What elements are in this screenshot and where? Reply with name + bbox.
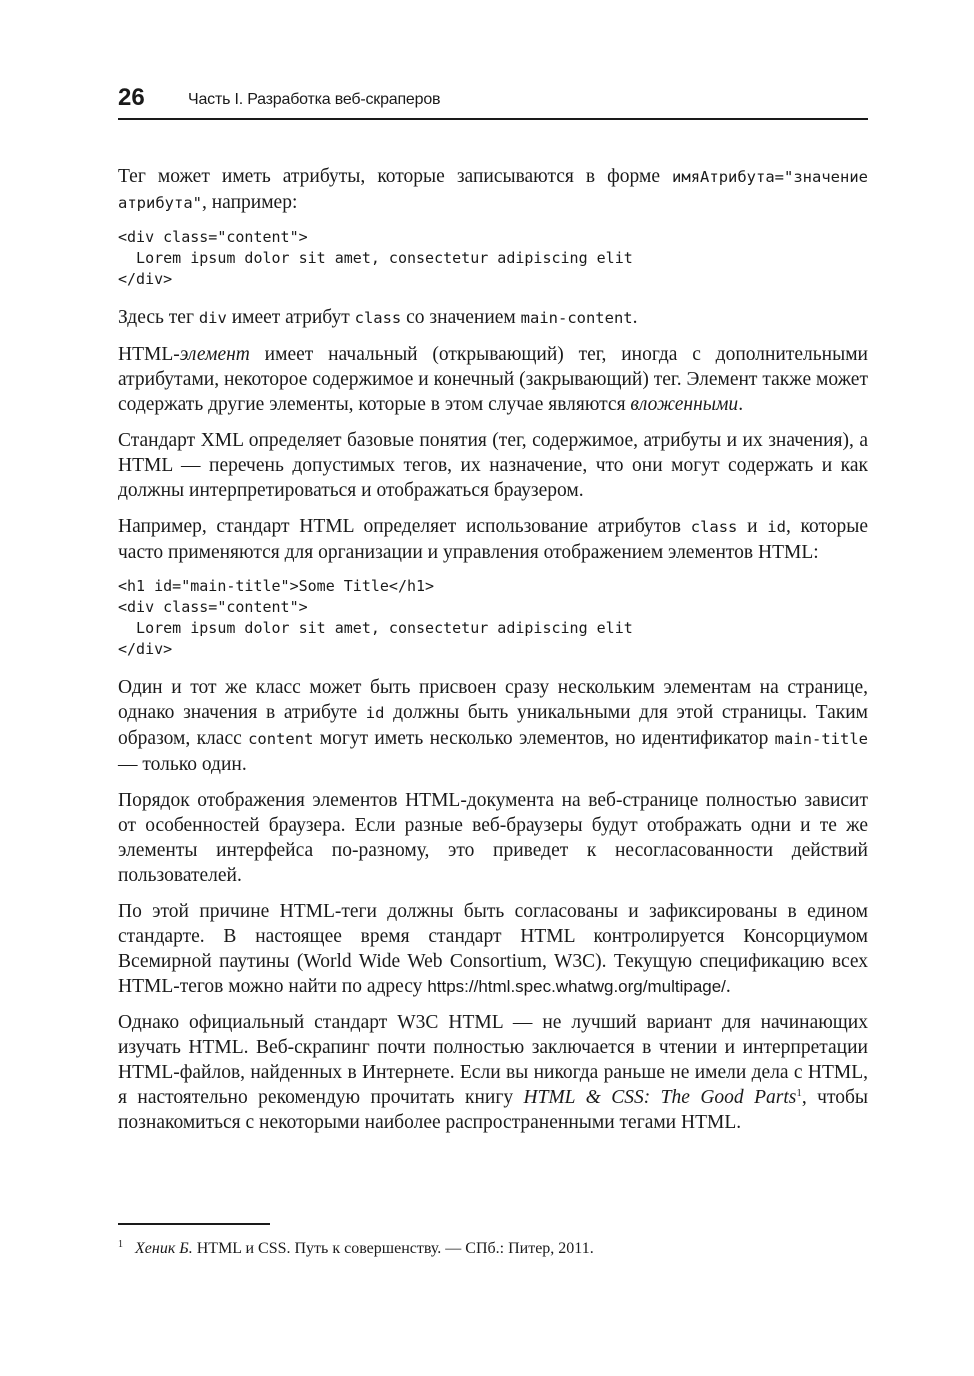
paragraph-unique-id	[118, 675, 868, 777]
code-block-1	[118, 227, 868, 290]
inline-code: main-title	[774, 730, 868, 748]
spec-url-link[interactable]: https://html.spec.whatwg.org/multipage/	[427, 977, 726, 996]
text-run: должны быть уникальными для этой страницы. Таким образом, класс	[118, 702, 868, 749]
inline-code: имяАтрибута="значение атрибута"	[118, 168, 868, 212]
text-run: Например, стандарт HTML определяет использование атрибутов	[118, 516, 691, 537]
paragraph-div-class	[118, 305, 868, 331]
emphasis: элемент	[179, 344, 250, 365]
code-line: <h1 id="main-title">Some Title</h1>	[118, 577, 435, 595]
book-title: HTML & CSS: The Good Parts	[523, 1087, 797, 1108]
running-head: Часть I. Разработка веб-скраперов	[188, 91, 441, 108]
footnote-reference[interactable]: 1	[796, 1087, 802, 1099]
code-line: <div class="content">	[118, 598, 308, 616]
text-run: Один и тот же класс может быть присвоен сразу нескольким элементам на странице, однако значения в атрибуте	[118, 677, 868, 723]
text-run: .	[725, 976, 731, 997]
paragraph-xml-standard: Стандарт XML определяет базовые понятия (тег, содержимое, атрибуты и их значения), а HTML — перечень допустимых тегов, их назначение, что они могут содержать и как должны интерпретироваться и отображаться браузером.	[118, 430, 868, 501]
text-run: .	[632, 307, 638, 328]
inline-code: id	[767, 518, 786, 536]
paragraph-class-id	[118, 514, 868, 565]
paragraph-browser-rendering: Порядок отображения элементов HTML-документа на веб-странице полностью зависит от особенностей браузера. Если разные веб-браузеры будут отображать одни и те же элементы интерфейса по-разному, это приведет к несогласованности действий пользователей.	[118, 790, 868, 886]
text-run: и	[737, 516, 768, 537]
paragraph-attributes-intro	[118, 164, 868, 216]
code-line: <div class="content">	[118, 228, 308, 246]
text-run: Однако официальный стандарт W3C HTML — не лучший вариант для начинающих изучать HTML. Веб-скрапинг почти полностью заключается в чтении и интерпретации HTML-файлов, найденных в Интернете. Если вы никогда раньше не имели дела с HTML, я настоятельно рекомендую прочитать книгу	[118, 1012, 868, 1108]
paragraph-book-recommendation	[118, 1010, 868, 1135]
text-run: со значением	[401, 307, 521, 328]
paragraph-w3c-standard	[118, 899, 868, 999]
code-line: </div>	[118, 270, 173, 288]
footnote-divider	[118, 1223, 270, 1225]
page-number: 26	[118, 84, 145, 111]
inline-code: id	[365, 704, 385, 722]
inline-code: class	[354, 309, 402, 327]
code-line: Lorem ipsum dolor sit amet, consectetur adipiscing elit	[118, 249, 633, 267]
emphasis: вложенными	[630, 394, 739, 415]
code-line: Lorem ipsum dolor sit amet, consectetur adipiscing elit	[118, 619, 633, 637]
text-run: Здесь тег	[118, 307, 199, 328]
code-block-2	[118, 576, 868, 660]
code-line: </div>	[118, 640, 173, 658]
footnote-mark: 1	[118, 1239, 123, 1250]
text-run: — только один.	[118, 754, 247, 775]
page-body	[118, 164, 868, 1146]
inline-code: content	[248, 730, 314, 748]
text-run: .	[738, 394, 744, 415]
text-run: , которые часто применяются для организации и управления отображением элементов HTML:	[118, 516, 869, 563]
text-run: имеет атрибут	[226, 307, 355, 328]
inline-code: class	[690, 518, 738, 536]
page-header	[118, 84, 868, 120]
text-run: , например:	[202, 192, 298, 213]
text-run: , чтобы познакомиться с некоторыми наиболее распространенными тегами HTML.	[118, 1087, 869, 1133]
inline-code: main-content	[520, 309, 633, 327]
footnote-text: HTML и CSS. Путь к совершенству. — СПб.: Питер, 2011.	[192, 1240, 594, 1257]
text-run: HTML-	[118, 344, 180, 365]
footnote	[118, 1234, 868, 1260]
paragraph-html-element	[118, 342, 868, 417]
text-run: могут иметь несколько элементов, но идентификатор	[313, 728, 775, 749]
text-run: По этой причине HTML-теги должны быть согласованы и зафиксированы в едином стандарте. В настоящее время стандарт HTML контролируется Консорциумом Всемирной паутины (World Wide Web Consortium, W3C). Текущую спецификацию всех HTML-тегов можно найти по адресу	[118, 901, 868, 997]
inline-code: div	[198, 309, 227, 327]
text-run: Тег может иметь атрибуты, которые записываются в форме	[118, 166, 673, 187]
text-run: имеет начальный (открывающий) тег, иногда с дополнительными атрибутами, некоторое содержимое и конечный (закрывающий) тег. Элемент также может содержать другие элементы, которые в этом случае являются	[118, 344, 868, 415]
footnote-author: Хеник Б.	[135, 1240, 193, 1257]
